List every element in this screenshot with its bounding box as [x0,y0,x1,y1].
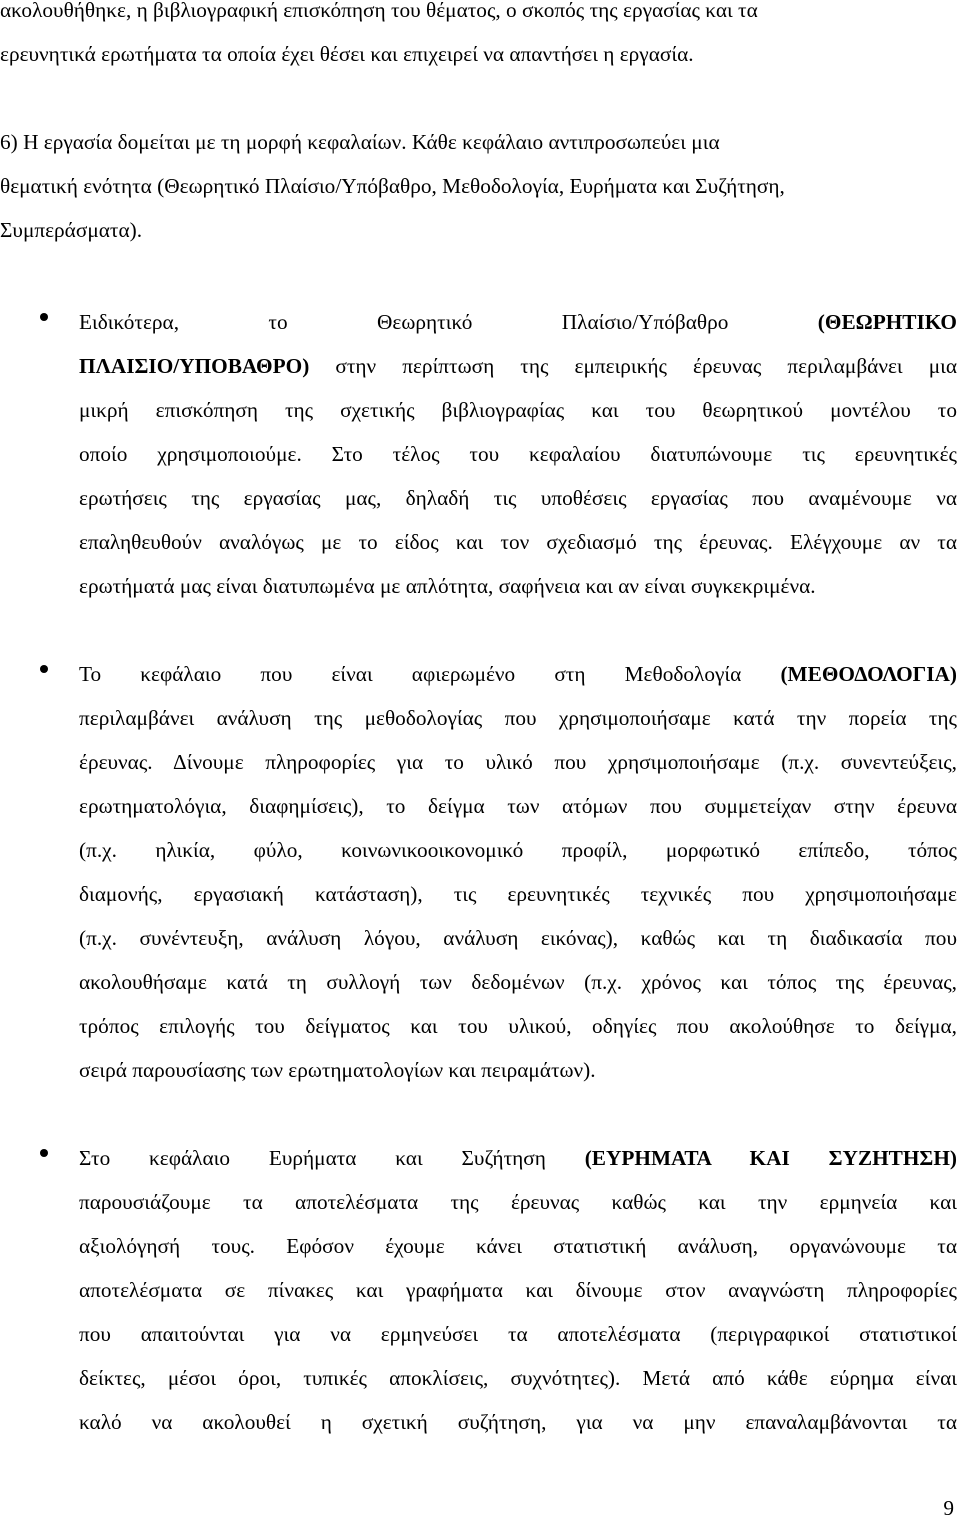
text-line: Το κεφάλαιο που είναι αφιερωμένο στη Μεθοδολογία (ΜΕΘΟΔΟΛΟΓΙΑ) [79,662,957,686]
bullet-icon [40,665,48,673]
text-line: ερωτήματά μας είναι διατυπωμένα με απλότητα, σαφήνεια και αν είναι συγκεκριμένα. [79,574,816,598]
text-line: οποίο χρησιμοποιούμε. Στο τέλος του κεφαλαίου διατυπώνουμε τις ερευνητικές [79,442,957,466]
text-line: ερωτήσεις της εργασίας μας, δηλαδή τις υποθέσεις εργασίας που αναμένουμε να [79,486,957,510]
bold-heading: ΠΛΑΙΣΙΟ/ΥΠΟΒΑΘΡΟ) [79,354,310,378]
bullet-text [79,300,957,608]
text-line: που απαιτούνται για να ερμηνεύσει τα αποτελέσματα (περιγραφικοί στατιστικοί [79,1322,957,1346]
text-line: Στο κεφάλαιο Ευρήματα και Συζήτηση (ΕΥΡΗΜΑΤΑ ΚΑΙ ΣΥΖΗΤΗΣΗ) [79,1146,957,1170]
text-line: μικρή επισκόπηση της σχετικής βιβλιογραφίας και του θεωρητικού μοντέλου το [79,398,957,422]
text-line: θεματική ενότητα (Θεωρητικό Πλαίσιο/Υπόβαθρο, Μεθοδολογία, Ευρήματα και Συζήτηση, [0,174,785,198]
text-line: (π.χ. συνέντευξη, ανάλυση λόγου, ανάλυση εικόνας), καθώς και τη διαδικασία που [79,926,957,950]
text-line: (π.χ. ηλικία, φύλο, κοινωνικοοικονομικό προφίλ, μορφωτικό επίπεδο, τόπος [79,838,957,862]
page-number: 9 [943,1496,954,1520]
text-line: δείκτες, μέσοι όροι, τυπικές αποκλίσεις, συχνότητες). Μετά από κάθε εύρημα είναι [79,1366,957,1390]
text-line: ακολουθήσαμε κατά τη συλλογή των δεδομένων (π.χ. χρόνος και τόπος της έρευνας, [79,970,957,994]
text-line: καλό να ακολουθεί η σχετική συζήτηση, για να μην επαναλαμβάνονται τα [79,1410,957,1434]
bold-heading: (ΜΕΘΟΔΟΛΟΓΙΑ) [780,662,957,686]
text-line: έρευνας. Δίνουμε πληροφορίες για το υλικό που χρησιμοποιήσαμε (π.χ. συνεντεύξεις, [79,750,957,774]
text-line: ΠΛΑΙΣΙΟ/ΥΠΟΒΑΘΡΟ) στην περίπτωση της εμπειρικής έρευνας περιλαμβάνει μια [79,354,957,378]
text-line: 6) Η εργασία δομείται με τη μορφή κεφαλαίων. Κάθε κεφάλαιο αντιπροσωπεύει μια [0,130,720,154]
text-line: αποτελέσματα σε πίνακες και γραφήματα και δίνουμε στον αναγνώστη πληροφορίες [79,1278,957,1302]
text-line: τρόπος επιλογής του δείγματος και του υλικού, οδηγίες που ακολούθησε το δείγμα, [79,1014,957,1038]
bullet-icon [40,313,48,321]
text-line: Συμπεράσματα). [0,218,143,242]
structure-paragraph [0,120,958,252]
bullet-icon [40,1149,48,1157]
text-line: επαληθευθούν αναλόγως με το είδος και τον σχεδιασμό της έρευνας. Ελέγχουμε αν τα [79,530,957,554]
intro-paragraph [0,0,958,76]
bold-heading: (ΕΥΡΗΜΑΤΑ ΚΑΙ ΣΥΖΗΤΗΣΗ) [584,1146,957,1170]
text-line: Ειδικότερα, το Θεωρητικό Πλαίσιο/Υπόβαθρο (ΘΕΩΡΗΤΙΚΟ [79,310,957,334]
text-line: σειρά παρουσίασης των ερωτηματολογίων και πειραμάτων). [79,1058,596,1082]
text-line: παρουσιάζουμε τα αποτελέσματα της έρευνας καθώς και την ερμηνεία και [79,1190,957,1214]
text-line: αξιολόγησή τους. Εφόσον έχουμε κάνει στατιστική ανάλυση, οργανώνουμε τα [79,1234,957,1258]
bullet-text [79,652,957,1092]
text-line: ερευνητικά ερωτήματα τα οποία έχει θέσει και επιχειρεί να απαντήσει η εργασία. [0,42,694,66]
text-line: διαμονής, εργασιακή κατάσταση), τις ερευνητικές τεχνικές που χρησιμοποιήσαμε [79,882,957,906]
bold-heading: (ΘΕΩΡΗΤΙΚΟ [817,310,957,334]
text-line: ακολουθήθηκε, η βιβλιογραφική επισκόπηση του θέματος, ο σκοπός της εργασίας και τα [0,0,758,22]
text-line: ερωτηματολόγια, διαφημίσεις), το δείγμα των ατόμων που συμμετείχαν στην έρευνα [79,794,957,818]
text-line: περιλαμβάνει ανάλυση της μεθοδολογίας που χρησιμοποιήσαμε κατά την πορεία της [79,706,957,730]
bullet-text [79,1136,957,1444]
